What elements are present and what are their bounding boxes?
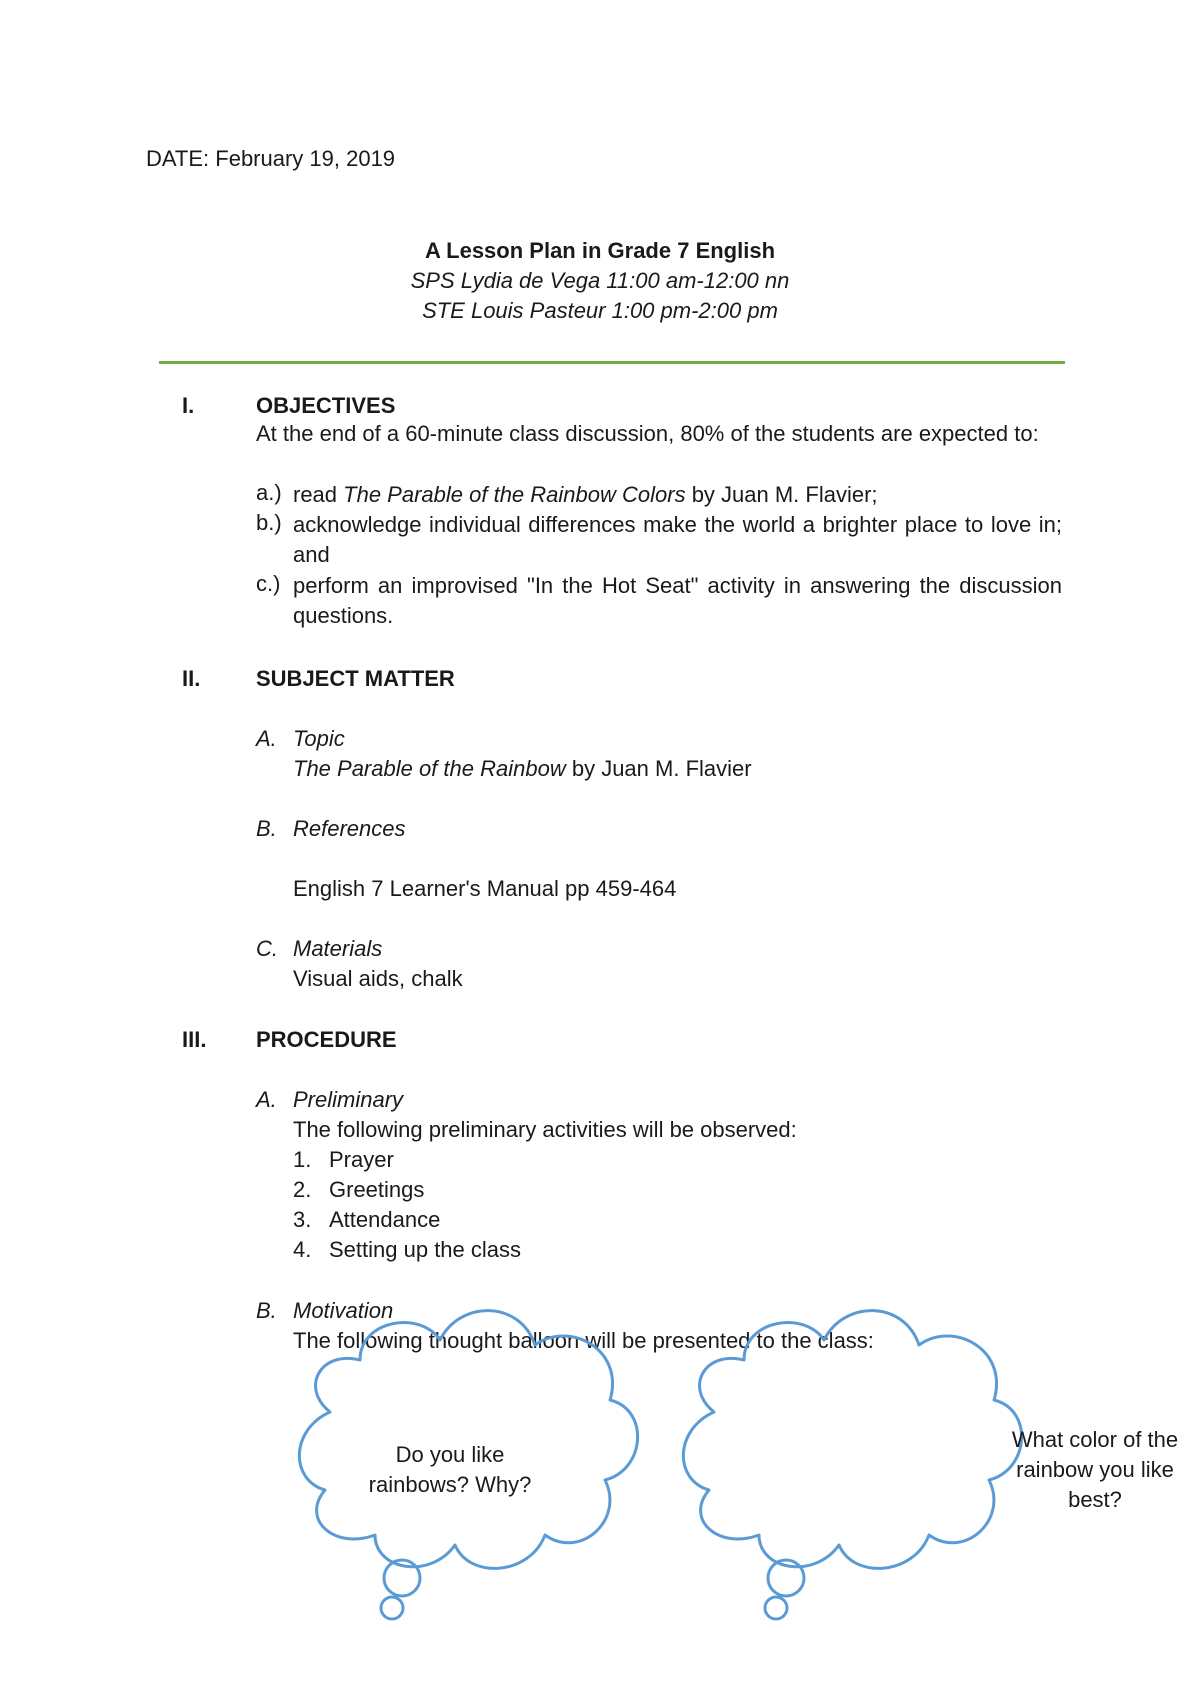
objective-a-text: read The Parable of the Rainbow Colors by Juan M. Flavier; bbox=[293, 482, 878, 507]
motivation-intro: The following thought balloon will be presented to the class: bbox=[293, 1328, 874, 1353]
activity-3-text: Attendance bbox=[329, 1207, 441, 1232]
activity-1-text: Prayer bbox=[329, 1147, 394, 1172]
right-balloon-line-2: rainbow you like bbox=[1016, 1457, 1174, 1482]
objective-c-letter: c.) bbox=[256, 571, 281, 596]
materials-letter: C. bbox=[256, 936, 278, 961]
right-balloon-line-3: best? bbox=[1068, 1487, 1122, 1512]
objective-c-text: perform an improvised "In the Hot Seat" activity in answering the discussion questions. bbox=[293, 573, 1062, 628]
references-label: References bbox=[293, 816, 406, 841]
activity-3-number: 3. bbox=[293, 1207, 312, 1232]
objective-b-letter: b.) bbox=[256, 510, 282, 535]
schedule-line-1: SPS Lydia de Vega 11:00 am-12:00 nn bbox=[410, 268, 790, 293]
activity-1-number: 1. bbox=[293, 1147, 312, 1172]
activity-4-number: 4. bbox=[293, 1237, 312, 1262]
activity-2-number: 2. bbox=[293, 1177, 312, 1202]
right-balloon-line-1: What color of the bbox=[1011, 1427, 1179, 1452]
materials-label: Materials bbox=[293, 936, 383, 961]
right-cloud-shape bbox=[683, 1311, 1021, 1569]
left-balloon-line-1: Do you like bbox=[395, 1442, 505, 1467]
subject-matter-heading: SUBJECT MATTER bbox=[256, 666, 455, 691]
preliminary-label: Preliminary bbox=[293, 1087, 404, 1112]
left-balloon-text bbox=[350, 1440, 550, 1500]
preliminary-letter: A. bbox=[256, 1087, 277, 1112]
right-cloud-bubble-small bbox=[765, 1597, 787, 1619]
motivation-label: Motivation bbox=[293, 1298, 394, 1323]
objective-b-text: acknowledge individual differences make the world a brighter place to love in; and bbox=[293, 512, 1062, 567]
references-letter: B. bbox=[256, 816, 277, 841]
activity-2-text: Greetings bbox=[329, 1177, 425, 1202]
preliminary-intro: The following preliminary activities will be observed: bbox=[293, 1117, 797, 1142]
procedure-number: III. bbox=[182, 1027, 207, 1052]
right-balloon-text bbox=[995, 1425, 1195, 1515]
left-balloon-line-2: rainbows? Why? bbox=[368, 1472, 532, 1497]
activity-4-text: Setting up the class bbox=[329, 1237, 522, 1262]
schedule-line-2: STE Louis Pasteur 1:00 pm-2:00 pm bbox=[422, 298, 778, 323]
date-line: DATE: February 19, 2019 bbox=[146, 146, 396, 171]
motivation-letter: B. bbox=[256, 1298, 277, 1323]
document-title: A Lesson Plan in Grade 7 English bbox=[424, 238, 776, 263]
objective-a-letter: a.) bbox=[256, 480, 282, 505]
references-text: English 7 Learner's Manual pp 459-464 bbox=[293, 876, 677, 901]
materials-text: Visual aids, chalk bbox=[293, 966, 463, 991]
topic-text: The Parable of the Rainbow by Juan M. Flavier bbox=[293, 756, 752, 781]
objectives-heading: OBJECTIVES bbox=[256, 393, 396, 418]
objectives-intro: At the end of a 60-minute class discussion, 80% of the students are expected to: bbox=[256, 421, 1039, 446]
objectives-number: I. bbox=[182, 393, 195, 418]
topic-letter: A. bbox=[256, 726, 277, 751]
topic-label: Topic bbox=[293, 726, 345, 751]
procedure-heading: PROCEDURE bbox=[256, 1027, 397, 1052]
subject-matter-number: II. bbox=[182, 666, 201, 691]
left-cloud-bubble-small bbox=[381, 1597, 403, 1619]
